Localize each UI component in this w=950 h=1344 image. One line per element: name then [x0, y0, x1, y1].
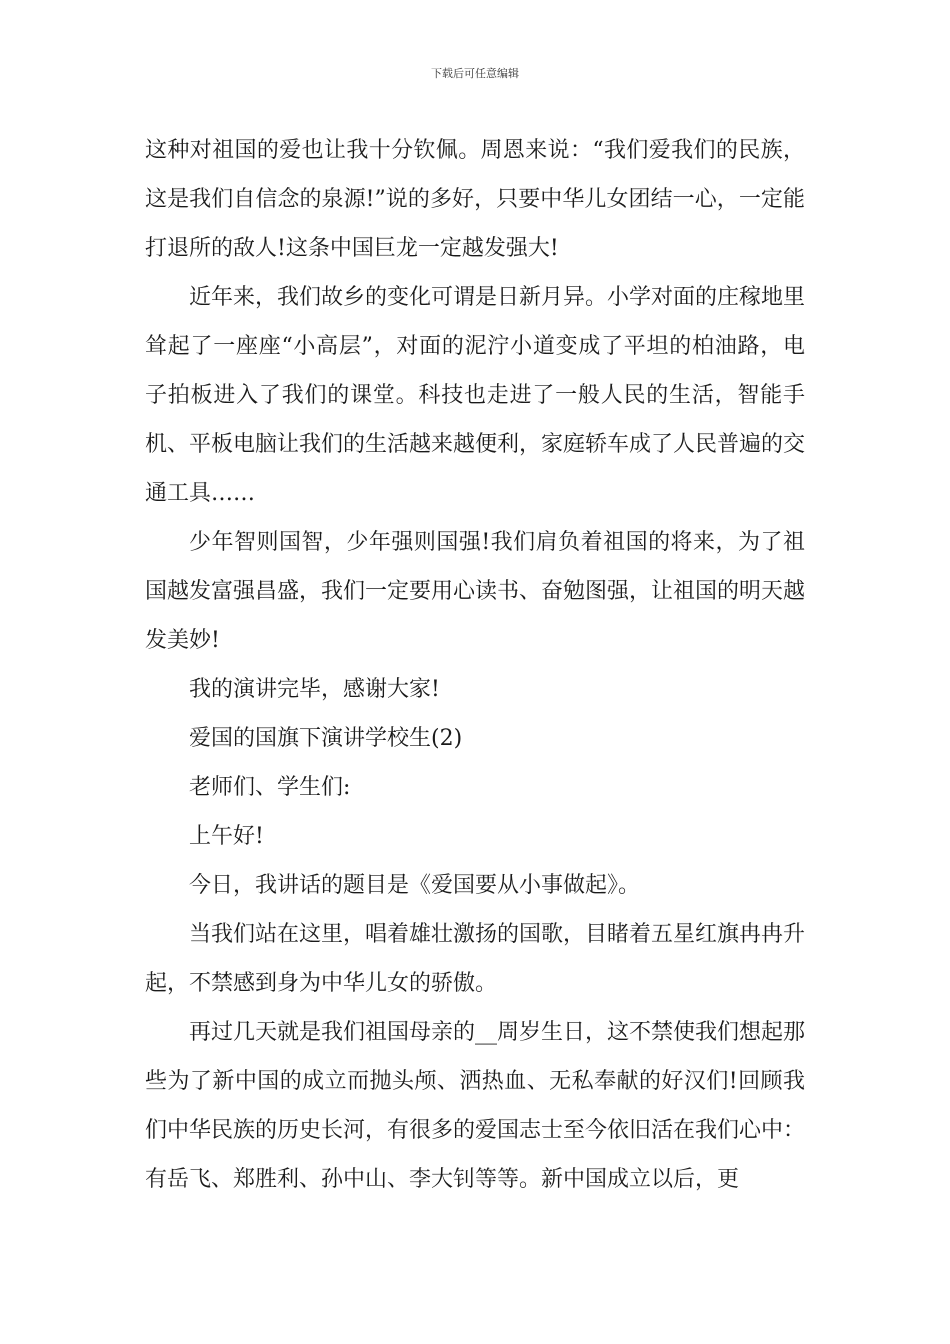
- greeting: 上午好!: [189, 824, 264, 849]
- paragraph-topic: 今日，我讲话的题目是《爱国要从小事做起》。: [189, 873, 641, 898]
- paragraph-1: 这种对祖国的爱也让我十分钦佩。周恩来说：“我们爱我们的民族，这是我们自信念的泉源!”说的多好，只要中华儿女团结一心，一定能打退所的敌人!这条中国巨龙一定越发强大!: [145, 138, 805, 261]
- paragraph-10: 再过几天就是我们祖国母亲的__周岁生日，这不禁使我们想起那些为了新中国的成立而抛头颅、洒热血、无私奉献的好汉们!回顾我们中华民族的历史长河，有很多的爱国志士至今依旧活在我们心中：有岳飞、郑胜利、孙中山、李大钊等等。新中国成立以后，更: [145, 1020, 806, 1192]
- paragraph-3: 少年智则国智，少年强则国强!我们肩负着祖国的将来，为了祖国越发富强昌盛，我们一定要用心读书、奋勉图强，让祖国的明天越发美妙!: [145, 530, 806, 653]
- paragraph-4: 我的演讲完毕，感谢大家!: [189, 677, 440, 702]
- document-body: [145, 126, 805, 1204]
- page-header: 下载后可任意编辑: [431, 67, 519, 80]
- paragraph-2: 近年来，我们故乡的变化可谓是日新月异。小学对面的庄稼地里耸起了一座座“小高层”，对面的泥泞小道变成了平坦的柏油路，电子拍板进入了我们的课堂。科技也走进了一般人民的生活，智能手机、平板电脑让我们的生活越来越便利，家庭轿车成了人民普遍的交通工具……: [145, 285, 806, 506]
- paragraph-9: 当我们站在这里，唱着雄壮激扬的国歌，目睹着五星红旗冉冉升起，不禁感到身为中华儿女的骄傲。: [145, 922, 806, 996]
- section-title: 爱国的国旗下演讲学校生(2): [189, 726, 463, 751]
- salutation: 老师们、学生们:: [189, 775, 351, 800]
